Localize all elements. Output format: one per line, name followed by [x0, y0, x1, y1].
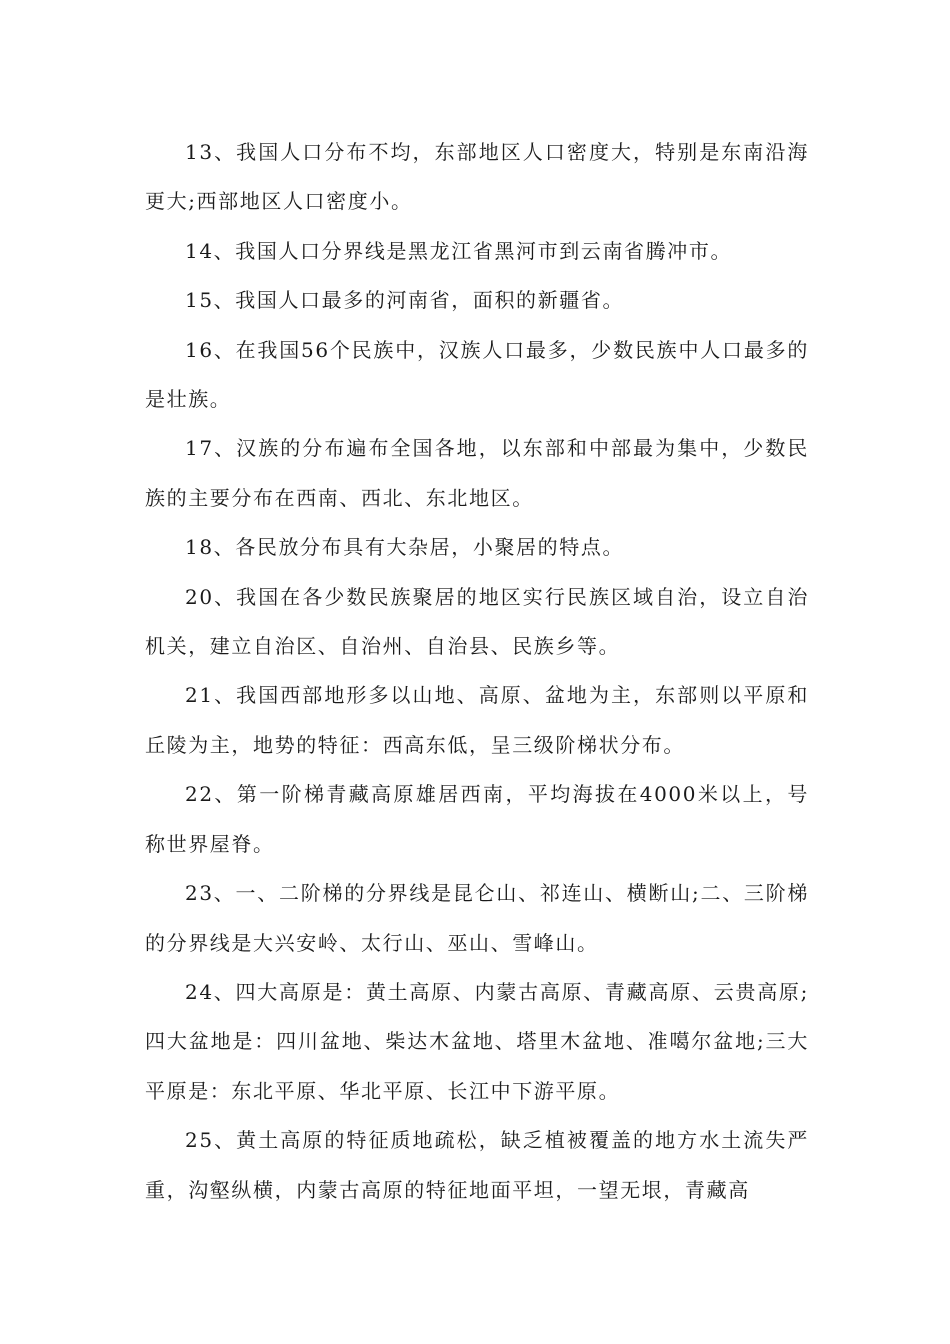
paragraph-18: 18、各民放分布具有大杂居，小聚居的特点。	[185, 535, 625, 560]
paragraph-15: 15、我国人口最多的河南省，面积的新疆省。	[185, 288, 625, 313]
paragraph-16: 16、在我国56个民族中，汉族人口最多，少数民族中人口最多的是壮族。	[145, 337, 809, 412]
paragraph-14: 14、我国人口分界线是黑龙江省黑河市到云南省腾冲市。	[185, 238, 733, 263]
paragraph-20: 20、我国在各少数民族聚居的地区实行民族区域自治，设立自治机关，建立自治区、自治州、自治县、民族乡等。	[145, 584, 809, 659]
paragraph-17: 17、汉族的分布遍布全国各地，以东部和中部最为集中，少数民族的主要分布在西南、西北、东北地区。	[145, 436, 809, 510]
paragraph-24: 24、四大高原是：黄土高原、内蒙古高原、青藏高原、云贵高原;四大盆地是：四川盆地、柴达木盆地、塔里木盆地、准噶尔盆地;三大平原是：东北平原、华北平原、长江中下游平原。	[145, 979, 809, 1103]
paragraph-22: 22、第一阶梯青藏高原雄居西南，平均海拔在4000米以上，号称世界屋脊。	[145, 782, 809, 856]
document-body	[145, 128, 809, 1215]
paragraph-25: 25、黄土高原的特征质地疏松，缺乏植被覆盖的地方水土流失严重，沟壑纵横，内蒙古高原的特征地面平坦，一望无垠，青藏高	[145, 1128, 809, 1202]
paragraph-13: 13、我国人口分布不均，东部地区人口密度大，特别是东南沿海更大;西部地区人口密度小。	[145, 140, 809, 214]
paragraph-21: 21、我国西部地形多以山地、高原、盆地为主，东部则以平原和丘陵为主，地势的特征：西高东低，呈三级阶梯状分布。	[145, 683, 809, 757]
paragraph-23: 23、一、二阶梯的分界线是昆仑山、祁连山、横断山;二、三阶梯的分界线是大兴安岭、太行山、巫山、雪峰山。	[145, 881, 809, 955]
